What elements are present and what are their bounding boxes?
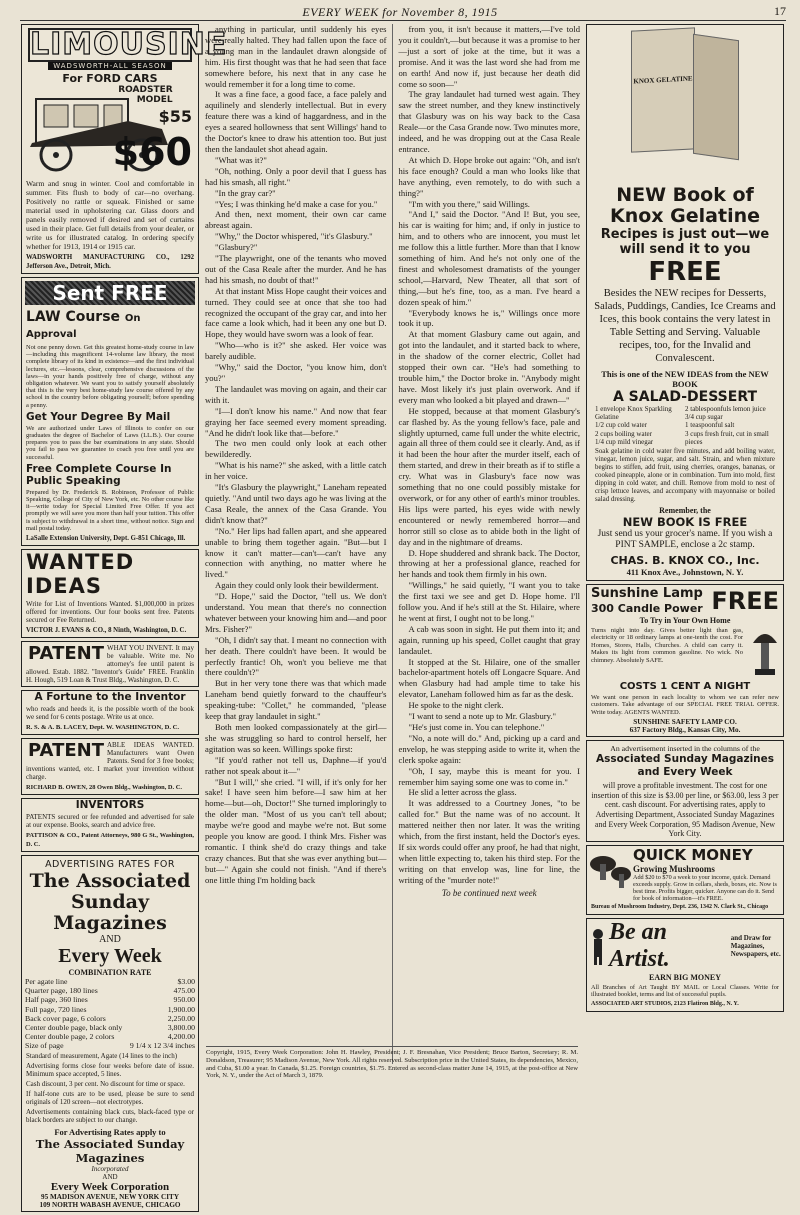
- story-paragraph: The two men could only look at each other bewilderedly.: [205, 438, 387, 460]
- lamp-subhead: 300 Candle Power: [591, 602, 703, 616]
- knox-ingredients: [587, 405, 783, 446]
- limousine-for: For FORD CARS: [62, 72, 158, 85]
- gelatine-box-icon: [631, 27, 695, 152]
- story-paragraph: The landaulet was moving on again, and their car with it.: [205, 383, 387, 405]
- left-ad-column: [21, 24, 228, 1215]
- sent-free-banner: Sent FREE: [25, 281, 195, 305]
- story-paragraph: "In the gray car?": [215, 187, 276, 198]
- story-paragraph: "Yes; I was thinking he'd make a case for you.": [215, 198, 378, 209]
- limousine-price-big: $60: [112, 130, 192, 174]
- patent-hough-ad: [21, 641, 199, 687]
- story-paragraph: The gray landaulet had turned west again. They saw the street number, and they knew instinctively that Glasbury was on his way back to the Casa Reale—or the Casa Grande now. Two minutes more, indeed, and he was dropping out at the Casa Reale entrance.: [398, 89, 580, 154]
- rates-company1: The Associated Sunday Magazines: [35, 1136, 185, 1165]
- artist-maker: ASSOCIATED ART STUDIOS, 2123 Flatiron Bldg., N. Y.: [591, 1000, 739, 1007]
- rates-note: Advertising forms close four weeks before date of issue. Minimum space accepted, 5 lines.: [26, 1061, 194, 1078]
- knox-headline-b: Knox Gelatine: [610, 205, 760, 227]
- page-header: [0, 0, 800, 22]
- story-paragraph: "Oh, nothing. Only a poor devil that I guess has had his smash, all right.": [205, 165, 387, 187]
- law-speaking-heading: Free Complete Course In Public Speaking: [26, 462, 172, 487]
- wanted-body: Write for List of Inventions Wanted. $1,000,000 in prizes offered for inventions. Our four books sent free. Patents secured or Fee Returned.: [26, 600, 194, 625]
- wanted-headline: WANTED IDEAS: [26, 550, 135, 599]
- inventors-headline: INVENTORS: [75, 799, 145, 812]
- copyright-notice: Copyright, 1915, Every Week Corporation: John H. Hawley, President; J. F. Bresnahan, Vice President; Bruce Barton, Secretary; R. M. Donaldson, Treasurer; 95 Madison Avenue, New York. All rights reserved. Subscription price in the United States, its dependencies, Mexico, and Cuba, $1.00 a year. In Canada, $1.25. Foreign countries, $1.75. Entered as second-class matter June 14, 1915, at the post-office at New York, N. Y., under the Act of March 3, 1879.: [206, 1046, 578, 1080]
- ingredient-line: 3/4 cup sugar: [685, 413, 723, 422]
- knox-newbook: NEW BOOK IS FREE: [622, 515, 748, 530]
- story-paragraph: "If you'd rather not tell us, Daphne—if you'd rather not speak about it—": [205, 754, 387, 776]
- asm-body: will prove a profitable investment. The cost for one insertion of this size is $3.00 per line, or $63.00, less 3 per cent. cash discount. For advertising rates, apply to Advertising Department, Associated Sunday Magazines and Every Week Corporation, 95 Madison Avenue, New York City.: [591, 781, 779, 839]
- running-head: EVERY WEEK for November 8, 1915: [302, 5, 498, 19]
- lamp-address: 637 Factory Bldg., Kansas City, Mo.: [629, 726, 741, 735]
- story-paragraph: "Everybody knows he is," Willings once more took it up.: [398, 307, 580, 329]
- patent-owen-headline: PATENT: [28, 740, 104, 762]
- law-on-approval: On Approval: [26, 313, 141, 340]
- story-paragraph: "Willings," he said quietly, "I want you to take the first taxi we see and get D. Hope home. I'll follow you. And if he's still at the St. Hilaire, where he went at first, I ought not to be long.": [398, 580, 580, 623]
- law-degree-heading: Get Your Degree By Mail: [26, 410, 171, 423]
- continued-note: To be continued next week: [441, 887, 537, 898]
- asm-name: Associated Sunday Magazines and Every Week: [595, 753, 775, 779]
- artist-figure-icon: [587, 927, 609, 965]
- story-paragraph: "Oh, I say, maybe this is meant for you. I remember him saying some one was to come in.": [398, 765, 580, 787]
- rate-label: Per agate line: [25, 977, 68, 987]
- knox-subhead: Recipes is just out—we will send it to you: [600, 227, 770, 257]
- rates-notes: [22, 1051, 198, 1125]
- knox-ingredients-left: [595, 405, 685, 446]
- rate-value: 2,250.00: [167, 1013, 195, 1023]
- gelatine-box-side-icon: [693, 34, 739, 160]
- knox-remember: Remember, the: [659, 506, 711, 516]
- rates-pub2: Every Week: [58, 945, 162, 968]
- rate-label: Back cover page, 6 colors: [25, 1013, 106, 1023]
- rates-address2: 109 NORTH WABASH AVENUE, CHICAGO: [39, 1200, 181, 1209]
- law-body: Not one penny down. Get this greatest home-study course in law—including this magnificent 14-volume law library, the most complete library of its kind in existence—and the first individual lectures, etc.—lessons, clear, comprehensive discussions of the laws—in your hands positively free of charge, without any obligation whatever. We want you to satisfy yourself absolutely that this is the very best home-study law course offered by any school in the country before obligating yourself; before spending a penny.: [26, 344, 194, 409]
- story-paragraph: "It's Glasbury the playwright," Laneham repeated quietly. "And until two days ago he was living at the Casa Reale, the annex of the Casa Grande. You didn't know that?": [205, 482, 387, 525]
- story-paragraph: "Why," the Doctor whispered, "it's Glasbury.": [215, 231, 373, 242]
- rate-row: [22, 1005, 198, 1014]
- asm-intro: An advertisement inserted in the columns of the: [610, 744, 760, 754]
- limousine-maker: WADSWORTH MANUFACTURING CO., 1292 Jefferson Ave., Detroit, Mich.: [26, 254, 194, 270]
- rate-label: Full page, 720 lines: [25, 1004, 87, 1014]
- rate-value: 3,800.00: [167, 1023, 195, 1033]
- knox-salad-title: A SALAD-DESSERT: [612, 389, 758, 405]
- ingredient-line: 2 cups boiling water: [595, 429, 652, 438]
- rates-apply: For Advertising Rates apply to: [54, 1126, 166, 1137]
- artist-earn: EARN BIG MONEY: [648, 972, 721, 982]
- story-paragraph: It was addressed to a Courtney Jones, "to be called for." But the name was of no account. It mattered neither then nor later. It was the writing which, from the first instant, held the Doctor's eyes. If six words could offer any proof, he had that night, when little expecting to, taken his third step. For the writing on that envelop was, line for line, the writing of the "murder note!": [398, 798, 580, 885]
- story-paragraph: "Oh, I didn't say that. I meant no connection with her death. There couldn't have been. It would be perfectly frantic! Oh, won't you believe me that there couldn't?": [205, 634, 387, 678]
- story-paragraph: But in her very tone there was that which made Laneham bend quietly forward to the chauffeur's speaking-tube: "Collet," he commanded, "please keep that gray landaulet in sight.": [205, 678, 387, 722]
- story-paragraph: It was a fine face, a good face, a face palely and aquilinely and slenderly intellectual. But in every feature there was a kind of haggardness, and in the eyes a seared hollowness that sent Willings' hand to the Doctor's knee to draw his attention too. But just then the landaulet shot ahead again.: [205, 89, 387, 154]
- rate-value: 475.00: [173, 986, 195, 996]
- rate-row: [22, 1023, 198, 1032]
- story-paragraph: "I'm with you there," said Willings.: [408, 198, 530, 209]
- ingredient-line: 3 cups fresh fruit, cut in small pieces: [685, 429, 769, 446]
- story-paragraph: "But I will," she cried. "I will, if it's only for her sake! I have seen him before—I saw him at her home—but—oh, Doctor!" She turned imploringly to the older man. "Most of us you can't tell about; maybe we're good and maybe we're not. But some people you know are good. I think Mrs. Fisher was romantic. I think she'd do crazy things and take crazy chances. But that she was ever anything but—but—" Again she could not finish. "And if there's one little thing I'm holding back: [205, 776, 387, 885]
- ingredient-line: 1 envelope Knox Sparkling Gelatine: [595, 405, 672, 422]
- inventors-body: PATENTS secured or fee refunded and advertised for sale at our expense. Books, search and advice free.: [26, 813, 194, 830]
- rate-label: Half page, 360 lines: [25, 995, 88, 1005]
- limousine-brand: LIMOUSINE: [30, 27, 228, 62]
- story-paragraph: "No, a note will do." And, picking up a card and envelop, he was stepping aside to write it, when the clerk spoke again:: [398, 732, 580, 765]
- ingredient-line: 1 teaspoonful salt: [685, 421, 735, 430]
- story-paragraph: "D. Hope," said the Doctor, "tell us. We don't understand. You mean that there's no connection whatever between your knowing him and—and poor Mrs. Fisher?": [205, 591, 387, 634]
- rates-title: ADVERTISING RATES FOR: [45, 859, 175, 871]
- knox-description: Besides the NEW recipes for Desserts, Salads, Puddings, Candies, Ice Creams and Ices, this book contains the very latest in Table Setting and Serving. Valuable recipes, too, for the Invalid and Convalescent.: [594, 288, 776, 364]
- law-maker: LaSalle Extension University, Dept. G-851 Chicago, Ill.: [26, 535, 186, 543]
- story-paragraph: At which D. Hope broke out again: "Oh, and isn't his face enough? Could a man who looks like that have anything, even remotely, to do with such a thing?": [398, 154, 580, 198]
- mushroom-body: Add $20 to $70 a week to your income, quick. Demand exceeds supply. Grow in cellars, sheds, boxes, etc. Now is best time. Profits bigger, quicker. Anyone can do it. Send for book of information—it's FREE.: [633, 873, 777, 902]
- story-paragraph: He slid a letter across the glass.: [408, 787, 517, 798]
- story-paragraph: "No." Her lips had fallen apart, and she appeared unable to bring them together again. "But—but I know it can't matter—can't—can't have any connection with anything, no matter where he lived.": [205, 525, 387, 580]
- limousine-body: Warm and snug in winter. Cool and comfortable in summer. Fits flush to body of car—no overhang. Positively no rattle or squeak. Finished or same material used in upholstering car. Glass doors and panels easily removed if desired and set of curtains used in their place. Get full details from your dealer, or write us for illustrated catalog. In ordering specify whether for 1913, 1914 or 1915 car.: [26, 179, 194, 251]
- page-number: 17: [774, 4, 786, 18]
- artist-headline: Be an Artist.: [609, 918, 670, 972]
- rates-and: AND: [99, 934, 121, 946]
- knox-box-label: KNOX GELATINE: [633, 74, 693, 86]
- rate-value: 4,200.00: [167, 1032, 195, 1042]
- rate-value: 9 1/4 x 12 3/4 inches: [129, 1041, 195, 1051]
- rate-label: Center double page, black only: [25, 1023, 123, 1033]
- law-speaking-body: Prepared by Dr. Frederick B. Robinson, Professor of Public Speaking, College of City of New York, etc. No other course like it—write today for Special Limited Free Offer. If you act promptly we will save you more than half your tuition. This offer is subject to withdrawal in a short time, without notice. Sign and mail postal today.: [26, 488, 194, 532]
- fortune-ad: [21, 690, 199, 735]
- law-course-ad: [21, 277, 199, 546]
- fortune-maker: R. S. & A. B. LACEY, Dept. W. WASHINGTON, D. C.: [26, 724, 180, 732]
- story-paragraph: "The playwright, one of the tenants who moved out of the Casa Reale after the murder. And he has had his smash, no doubt of that!": [205, 253, 387, 285]
- story-paragraph: D. Hope shuddered and shrank back. The Doctor, throwing at her a professional glance, reached for her hands and took them firmly in his own.: [398, 547, 580, 580]
- lamp-free: FREE: [711, 587, 779, 616]
- knox-maker: CHAS. B. KNOX CO., Inc.: [610, 554, 760, 568]
- rate-row: [22, 1032, 198, 1041]
- sunshine-lamp-ad: [586, 584, 784, 737]
- law-headline: LAW Course On Approval: [26, 309, 141, 340]
- rate-label: Center double page, 2 colors: [25, 1032, 115, 1042]
- rates-note: Standard of measurement, Agate (14 lines to the inch): [26, 1051, 178, 1060]
- rate-value: 950.00: [173, 995, 195, 1005]
- right-ad-column: [586, 24, 784, 1015]
- rates-incorporated: Incorporated: [91, 1164, 129, 1173]
- header-rule: [20, 20, 786, 21]
- knox-address: 411 Knox Ave., Johnstown, N. Y.: [626, 567, 744, 578]
- mushroom-headline: QUICK MONEY: [633, 845, 753, 864]
- story-paragraph: "Glasbury?": [215, 242, 258, 253]
- mushroom-ad: [586, 845, 784, 915]
- story-paragraph: He spoke to the night clerk.: [408, 700, 504, 711]
- patent-body: WHAT YOU INVENT. It may be valuable. Write me. No attorney's fee until patent is allowed. Estab. 1882. "Inventor's Guide" FREE. Franklin H. Hough, 519 Loan & Trust Bldg., Washington, D. C.: [26, 644, 194, 685]
- knox-ingredients-right: [685, 405, 775, 446]
- story-paragraph: "And I," said the Doctor. "And I! But, you see, his car is waiting for him; and, if only in justice to him, and to others who are innocent, you must let me follow this a little further. More than that I know something of him. And he's not only one of the finest and wholesomest dramatists of the younger school,—Harvard, New Theater, all that sort of thing,—but he's fine, too, as a man. I've heard a dozen speak of him.": [398, 209, 580, 307]
- lamp-try: To Try in Your Own Home: [639, 616, 731, 626]
- rate-label: Quarter page, 180 lines: [25, 986, 98, 996]
- ingredient-line: 1/2 cup cold water: [595, 421, 647, 430]
- story-paragraph: anything in particular, until suddenly his eyes were really halted. They had fallen upon the face of a young man in the landaulet drawn alongside of him. His first thought was that he had seen that face somewhere before, his next that in any case he would remember it for a long time to come.: [205, 24, 387, 89]
- rates-table: [22, 977, 198, 1051]
- art-studio-ad: [586, 918, 784, 1012]
- story-paragraph: At that instant Miss Hope caught their voices and turned. They could see at once that she too had recognized the occupant of the gray car, and into her face came a look which, had it been any one but D. Hope, they would have sworn was a look of fear.: [205, 285, 387, 340]
- limousine-price-small: $55: [158, 107, 192, 126]
- knox-send: Just send us your grocer's name. If you wish a PINT SAMPLE, enclose a 2c stamp.: [597, 529, 773, 551]
- patent-owen-body: ABLE IDEAS WANTED. Manufacturers want Owen Patents. Send for 3 free books; inventions wanted, etc. I market your invention without charge.: [26, 741, 194, 782]
- lamp-body2: We want one person in each locality to whom we can refer new customers. Take advantage of our SPECIAL FREE TRIAL OFFER. Write today. AGENTS WANTED.: [591, 694, 779, 716]
- patent-owen-maker: RICHARD B. OWEN, 28 Owen Bldg., Washington, D. C.: [26, 784, 182, 792]
- rate-row: [22, 977, 198, 986]
- limousine-car-illustration: [22, 85, 198, 177]
- story-paragraph: At that moment Glasbury came out again, and got into the landaulet, and it started back to where, in the shadow of the corner electric, Collet had stopped their own car. "He's had something to trouble him," the Doctor broke in. "Anybody might have. Most likely it's just plain overwork. And if every man who looked a bit played and drawn—": [398, 329, 580, 405]
- story-paragraph: "What is his name?" she asked, with a little catch in her voice.: [205, 460, 387, 482]
- knox-book-illustration: [587, 25, 783, 185]
- story-paragraph: "He's just come in. You can telephone.": [408, 722, 545, 732]
- rates-combination: COMBINATION RATE: [68, 968, 152, 978]
- story-paragraph: Again they could only look their bewilderment.: [215, 580, 379, 591]
- story-paragraph: "I want to send a note up to Mr. Glasbury.": [408, 711, 557, 722]
- wanted-ideas-ad: [21, 549, 199, 638]
- limousine-model: ROADSTER MODEL: [118, 85, 173, 105]
- rates-note: If half-tone cuts are to be used, please be sure to send originals of 120 screen—not electrotypes.: [26, 1089, 194, 1106]
- asm-advert-box: [586, 740, 784, 842]
- story-paragraph: "Who—who is it?" she asked. Her voice was barely audible.: [205, 340, 387, 362]
- rates-company2: Every Week Corporation: [50, 1180, 170, 1193]
- knox-headline-a: NEW Book of: [616, 184, 754, 206]
- rate-value: 1,900.00: [167, 1004, 195, 1014]
- story-paragraph: And then, next moment, their own car came abreast again.: [205, 209, 387, 231]
- lamp-cost: COSTS 1 CENT A NIGHT: [619, 681, 751, 693]
- patent-owen-ad: [21, 738, 199, 795]
- rate-row: [22, 1014, 198, 1023]
- knox-gelatine-ad: [586, 24, 784, 581]
- mushroom-subhead: Growing Mushrooms: [633, 863, 715, 874]
- knox-new-ideas: This is one of the NEW IDEAS from the NEW BOOK: [601, 369, 769, 389]
- rates-address1: 95 MADISON AVENUE, NEW YORK CITY: [40, 1192, 180, 1201]
- story-paragraph: It stopped at the St. Hilaire, one of the smaller bachelor-apartment hotels off Longacre Square. And when Glasbury had had ample time to take his elevator, Laneham followed him as far as the desk.: [398, 656, 580, 700]
- knox-free: FREE: [648, 257, 722, 287]
- rate-row: [22, 986, 198, 995]
- lamp-icon: [747, 625, 783, 681]
- rates-and2: AND: [102, 1172, 118, 1181]
- story-paragraph: "Why," said the Doctor, "you know him, don't you?": [205, 362, 387, 383]
- rate-value: $3.00: [177, 977, 195, 987]
- rate-label: Size of page: [25, 1041, 64, 1051]
- artist-side: and Draw for Magazines, Newspapers, etc.: [730, 933, 781, 958]
- artist-body: All Branches of Art Taught BY MAIL or Local Classes. Write for illustrated booklet, terms and list of successful pupils.: [591, 983, 779, 998]
- lamp-headline: Sunshine Lamp: [591, 586, 703, 602]
- inventors-maker: PATTISON & CO., Patent Attorneys, 980 G St., Washington, D. C.: [26, 832, 194, 849]
- lamp-body: Turns night into day. Gives better light than gas, electricity or 18 ordinary lamps at one-tenth the cost. For Homes, Stores, Halls, Churches. A child can carry it. Makes its light from common gasoline. No wick. No chimney. Absolutely SAFE.: [591, 627, 743, 664]
- knox-method: Soak gelatine in cold water five minutes, and add boiling water, vinegar, lemon juice, sugar, and salt. Strain, and when mixture begins to stiffen, add fruit, using cherries, oranges, bananas, or cooked pineapple, alone or in combination. Turn into mold, first dipping in cold water, and chill. Remove from mold to nest of crisp lettuce leaves, and accompany with mayonnaise or boiled salad dressing.: [595, 448, 775, 504]
- story-paragraph: "What was it?": [215, 154, 267, 165]
- rates-note: Cash discount, 3 per cent. No discount for time or space.: [26, 1079, 185, 1088]
- story-paragraph: from you, it isn't because it matters,—I've told you it couldn't,—but because it was a promise to her—just a sort of joke at the time, but it was a promise. And it was the last word she had from me on earth! And now if, just because her death did come so soon—": [398, 24, 580, 89]
- fortune-headline: A Fortune to the Inventor: [34, 691, 186, 704]
- mushroom-maker: Bureau of Mushroom Industry, Dept. 236, 1342 N. Clark St., Chicago: [591, 903, 769, 910]
- lamp-maker: SUNSHINE SAFETY LAMP CO.: [633, 718, 737, 727]
- fortune-body: who reads and heeds it, is the possible worth of the book we send for 6 cents postage. Write us at once.: [26, 705, 194, 722]
- law-degree-body: We are authorized under Laws of Illinois to confer on our graduates the degree of Bachelor of Laws (LL.B.). Our course prepares you to pass the bar examinations in any state. Should you fail to pass we guarantee to coach you free until you are successful.: [26, 424, 194, 461]
- inventors-ad: [21, 798, 199, 852]
- limousine-price: [112, 85, 192, 174]
- rate-row: [22, 1041, 198, 1050]
- rate-row: [22, 995, 198, 1004]
- wanted-maker: VICTOR J. EVANS & CO., 8 Ninth, Washington, D. C.: [26, 627, 187, 635]
- limousine-ad: [21, 24, 228, 274]
- advertising-rates-box: [21, 855, 199, 1212]
- ingredient-line: 2 tablespoonfuls lemon juice: [685, 405, 766, 413]
- ingredient-line: 1/4 cup mild vinegar: [595, 437, 654, 446]
- patent-headline: PATENT: [28, 643, 104, 665]
- rates-pub1: The Associated Sunday Magazines: [29, 870, 191, 935]
- story-paragraph: A cab was soon in sight. He put them into it; and again, running up his speed, Collet caught that gray landaulet.: [398, 623, 580, 656]
- story-text-columns: [205, 24, 580, 1064]
- story-paragraph: Both men looked compassionately at the girl—she was struggling so hard to control herself, her agitation was so keen. Willings spoke first:: [205, 722, 387, 754]
- story-paragraph: "I—I don't know his name." And now that fear graying her face seemed every moment spreading. "And he didn't look like that—before.": [205, 405, 387, 438]
- mushroom-icon: [587, 846, 633, 898]
- limousine-band: WADSWORTH-ALL SEASON: [48, 62, 172, 70]
- rates-note: Advertisements containing black cuts, black-faced type or black borders are subject to our change.: [26, 1107, 194, 1124]
- story-paragraph: He stopped, because at that moment Glasbury's car flashed by. As the young fellow's face, pale and slightly upturned, came full under the white electric, again all three of them could see it clearly. And, as if it had been the hour after the murder itself, each of them started, and drew in their breath as if to stifle a cry. What was in Glasbury's face now was something that no one could possibly mistake for overwork, or for any other of earth's minor troubles. His lips were parted, his eyes wide with newly encountered or newly remembered horror—and horror still so close as to abide both in the light of day and in the nightmare of dreams.: [398, 405, 580, 547]
